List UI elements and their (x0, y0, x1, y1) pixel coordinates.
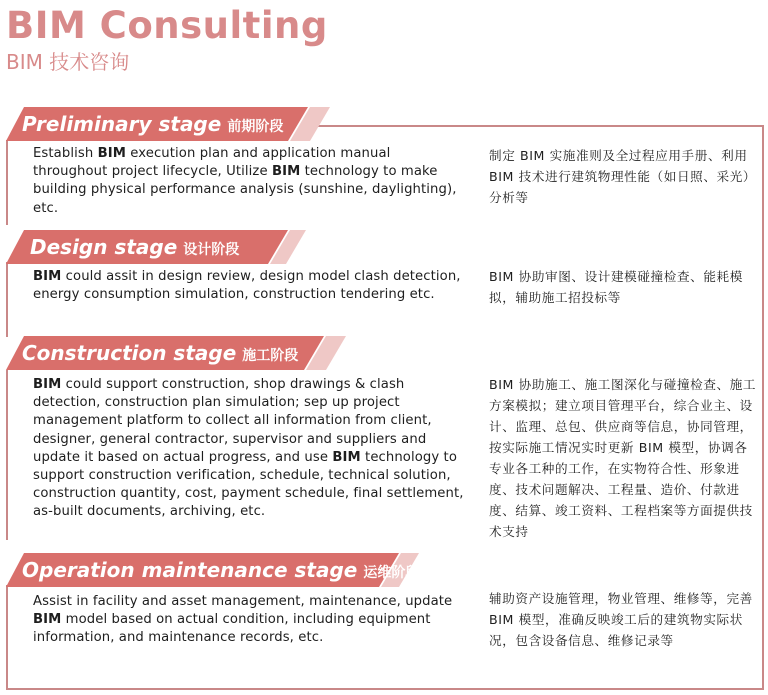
stage-operation-title (22, 558, 419, 582)
stage-construction-cn: BIM 协助施工、施工图深化与碰撞检查、施工方案模拟；建立项目管理平台，综合业主、设计、监理、总包、供应商等信息，协同管理，按实际施工情况实时更新 BIM 模型，协调各专业各工种的工作，在实物符合性、形象进度、技术问题解决、工程量、造价、付款进度、结算、竣工资料、工程档案等方面提供技术支持 (489, 377, 757, 539)
stage-design-cn: BIM 协助审图、设计建模碰撞检查、能耗模拟，辅助施工招投标等 (489, 269, 743, 305)
stage-operation-en: Assist in facility and asset management, maintenance, update BIM model based on actual condition, including equipment information, and maintenance records, etc. (33, 594, 453, 646)
page-subtitle: BIM 技术咨询 (6, 50, 130, 74)
stage-preliminary-en: Establish BIM execution plan and application manual throughout project lifecycle, Utilize BIM technology to make building physical performance analysis (sunshine, daylighting), etc. (33, 146, 457, 216)
frame-top-line (315, 125, 764, 127)
stage-preliminary-name-cn: 前期阶段 (227, 119, 284, 135)
stage-construction-en: BIM could support construction, shop drawings & clash detection, construction plan simulation; sep up project management platform to collect all information from client, designer, general contractor, supervisor and suppliers and update it based on actual progress, and use BIM technology to support construction verification, schedule, technical solution, construction quantity, cost, payment schedule, final settlement, as-built documents, archiving, etc. (33, 377, 464, 520)
frame-left-line (6, 585, 8, 690)
stage-preliminary-cn: 制定 BIM 实施准则及全过程应用手册、利用 BIM 技术进行建筑物理性能（如日照、采光）分析等 (489, 148, 757, 205)
page-title: BIM Consulting (6, 4, 328, 47)
frame-left-line (6, 140, 8, 225)
frame-left-line (6, 370, 8, 540)
stage-operation-name: Operation maintenance stage (22, 558, 358, 582)
stage-construction-title (22, 341, 298, 365)
frame-right-line (762, 125, 764, 690)
stage-construction-name: Construction stage (22, 341, 237, 365)
stage-preliminary-name: Preliminary stage (22, 112, 222, 136)
frame-left-line (6, 262, 8, 337)
stage-operation-name-cn: 运维阶段 (363, 565, 420, 581)
frame-bottom-line (6, 688, 764, 690)
stage-design-name: Design stage (30, 235, 178, 259)
stage-preliminary-title (22, 112, 283, 136)
stage-design-name-cn: 设计阶段 (183, 242, 240, 258)
stage-construction-name-cn: 施工阶段 (242, 348, 299, 364)
stage-operation-cn: 辅助资产设施管理，物业管理、维修等，完善 BIM 模型，准确反映竣工后的建筑物实际状况，包含设备信息、维修记录等 (489, 591, 753, 648)
stage-design-en: BIM could assit in design review, design model clash detection, energy consumption simulation, construction tendering etc. (33, 269, 461, 303)
stage-design-title (30, 235, 239, 259)
